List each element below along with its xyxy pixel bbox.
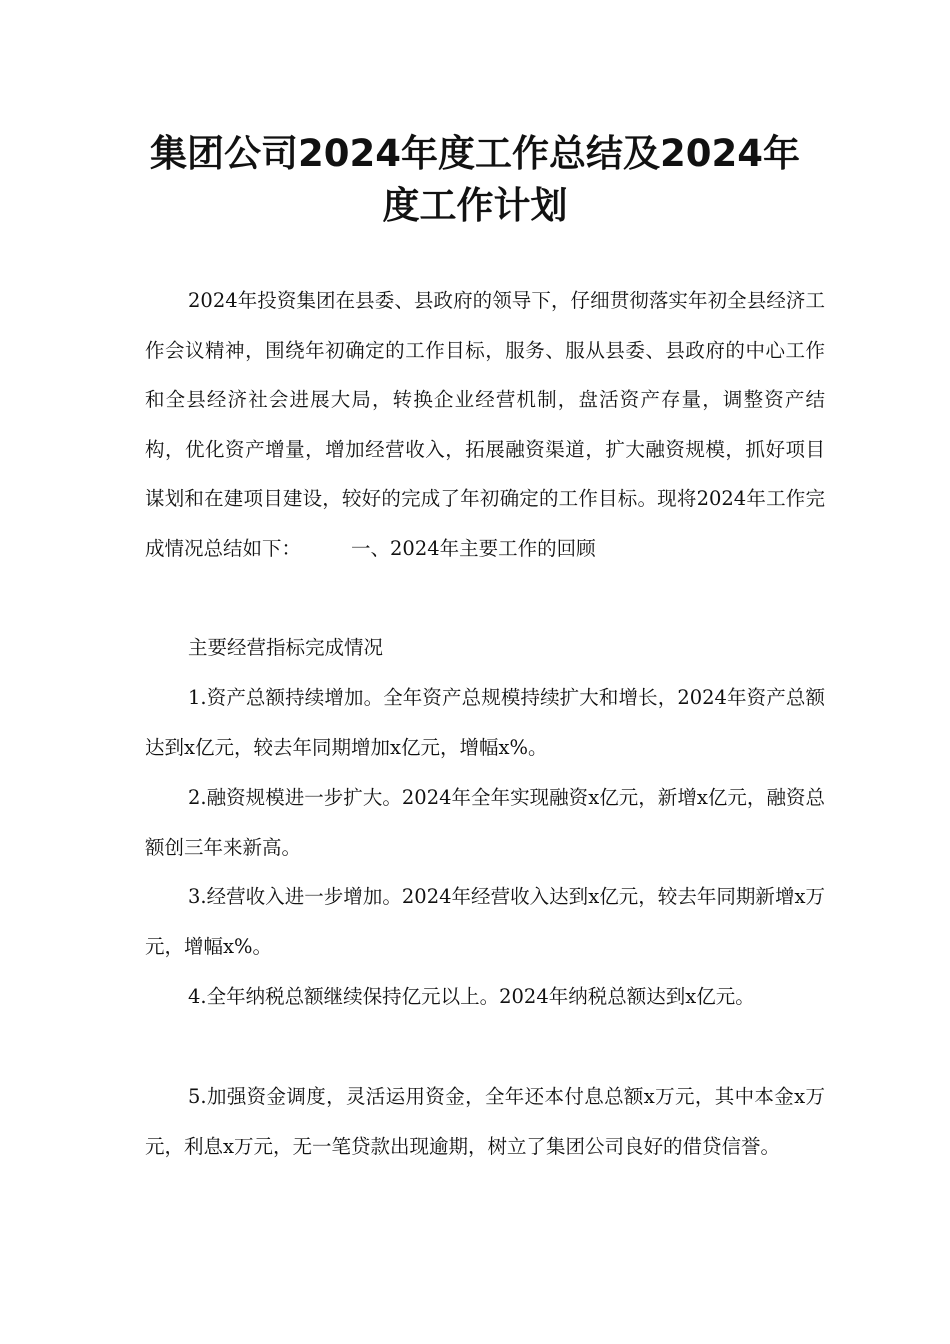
- list-item: 4.全年纳税总额继续保持亿元以上。2024年纳税总额达到x亿元。: [188, 985, 755, 1008]
- intro-paragraph: [145, 276, 825, 573]
- list-item: 3.经营收入进一步增加。2024年经营收入达到x亿元，较去年同期新增x万元，增幅x%。: [145, 885, 825, 958]
- subsection-heading: 主要经营指标完成情况: [188, 636, 384, 659]
- document-title-line-1: 集团公司2024年度工作总结及2024年: [150, 132, 800, 175]
- list-item: 5.加强资金调度，灵活运用资金，全年还本付息总额x万元，其中本金x万元，利息x万元，无一笔贷款出现逾期，树立了集团公司良好的借贷信誉。: [145, 1085, 825, 1158]
- document-title-line-2: 度工作计划: [382, 184, 568, 227]
- section-heading: 一、2024年主要工作的回顾: [351, 536, 596, 560]
- list-item: 1.资产总额持续增加。全年资产总规模持续扩大和增长，2024年资产总额达到x亿元，较去年同期增加x亿元，增幅x%。: [145, 686, 825, 759]
- intro-text: 2024年投资集团在县委、县政府的领导下，仔细贯彻落实年初全县经济工作会议精神，围绕年初确定的工作目标，服务、服从县委、县政府的中心工作和全县经济社会进展大局，转换企业经营机制，盘活资产存量，调整资产结构，优化资产增量，增加经营收入，拓展融资渠道，扩大融资规模，抓好项目谋划和在建项目建设，较好的完成了年初确定的工作目标。现将2024年工作完成情况总结如下：: [145, 289, 825, 560]
- list-item: 2.融资规模进一步扩大。2024年全年实现融资x亿元，新增x亿元，融资总额创三年来新高。: [145, 786, 825, 859]
